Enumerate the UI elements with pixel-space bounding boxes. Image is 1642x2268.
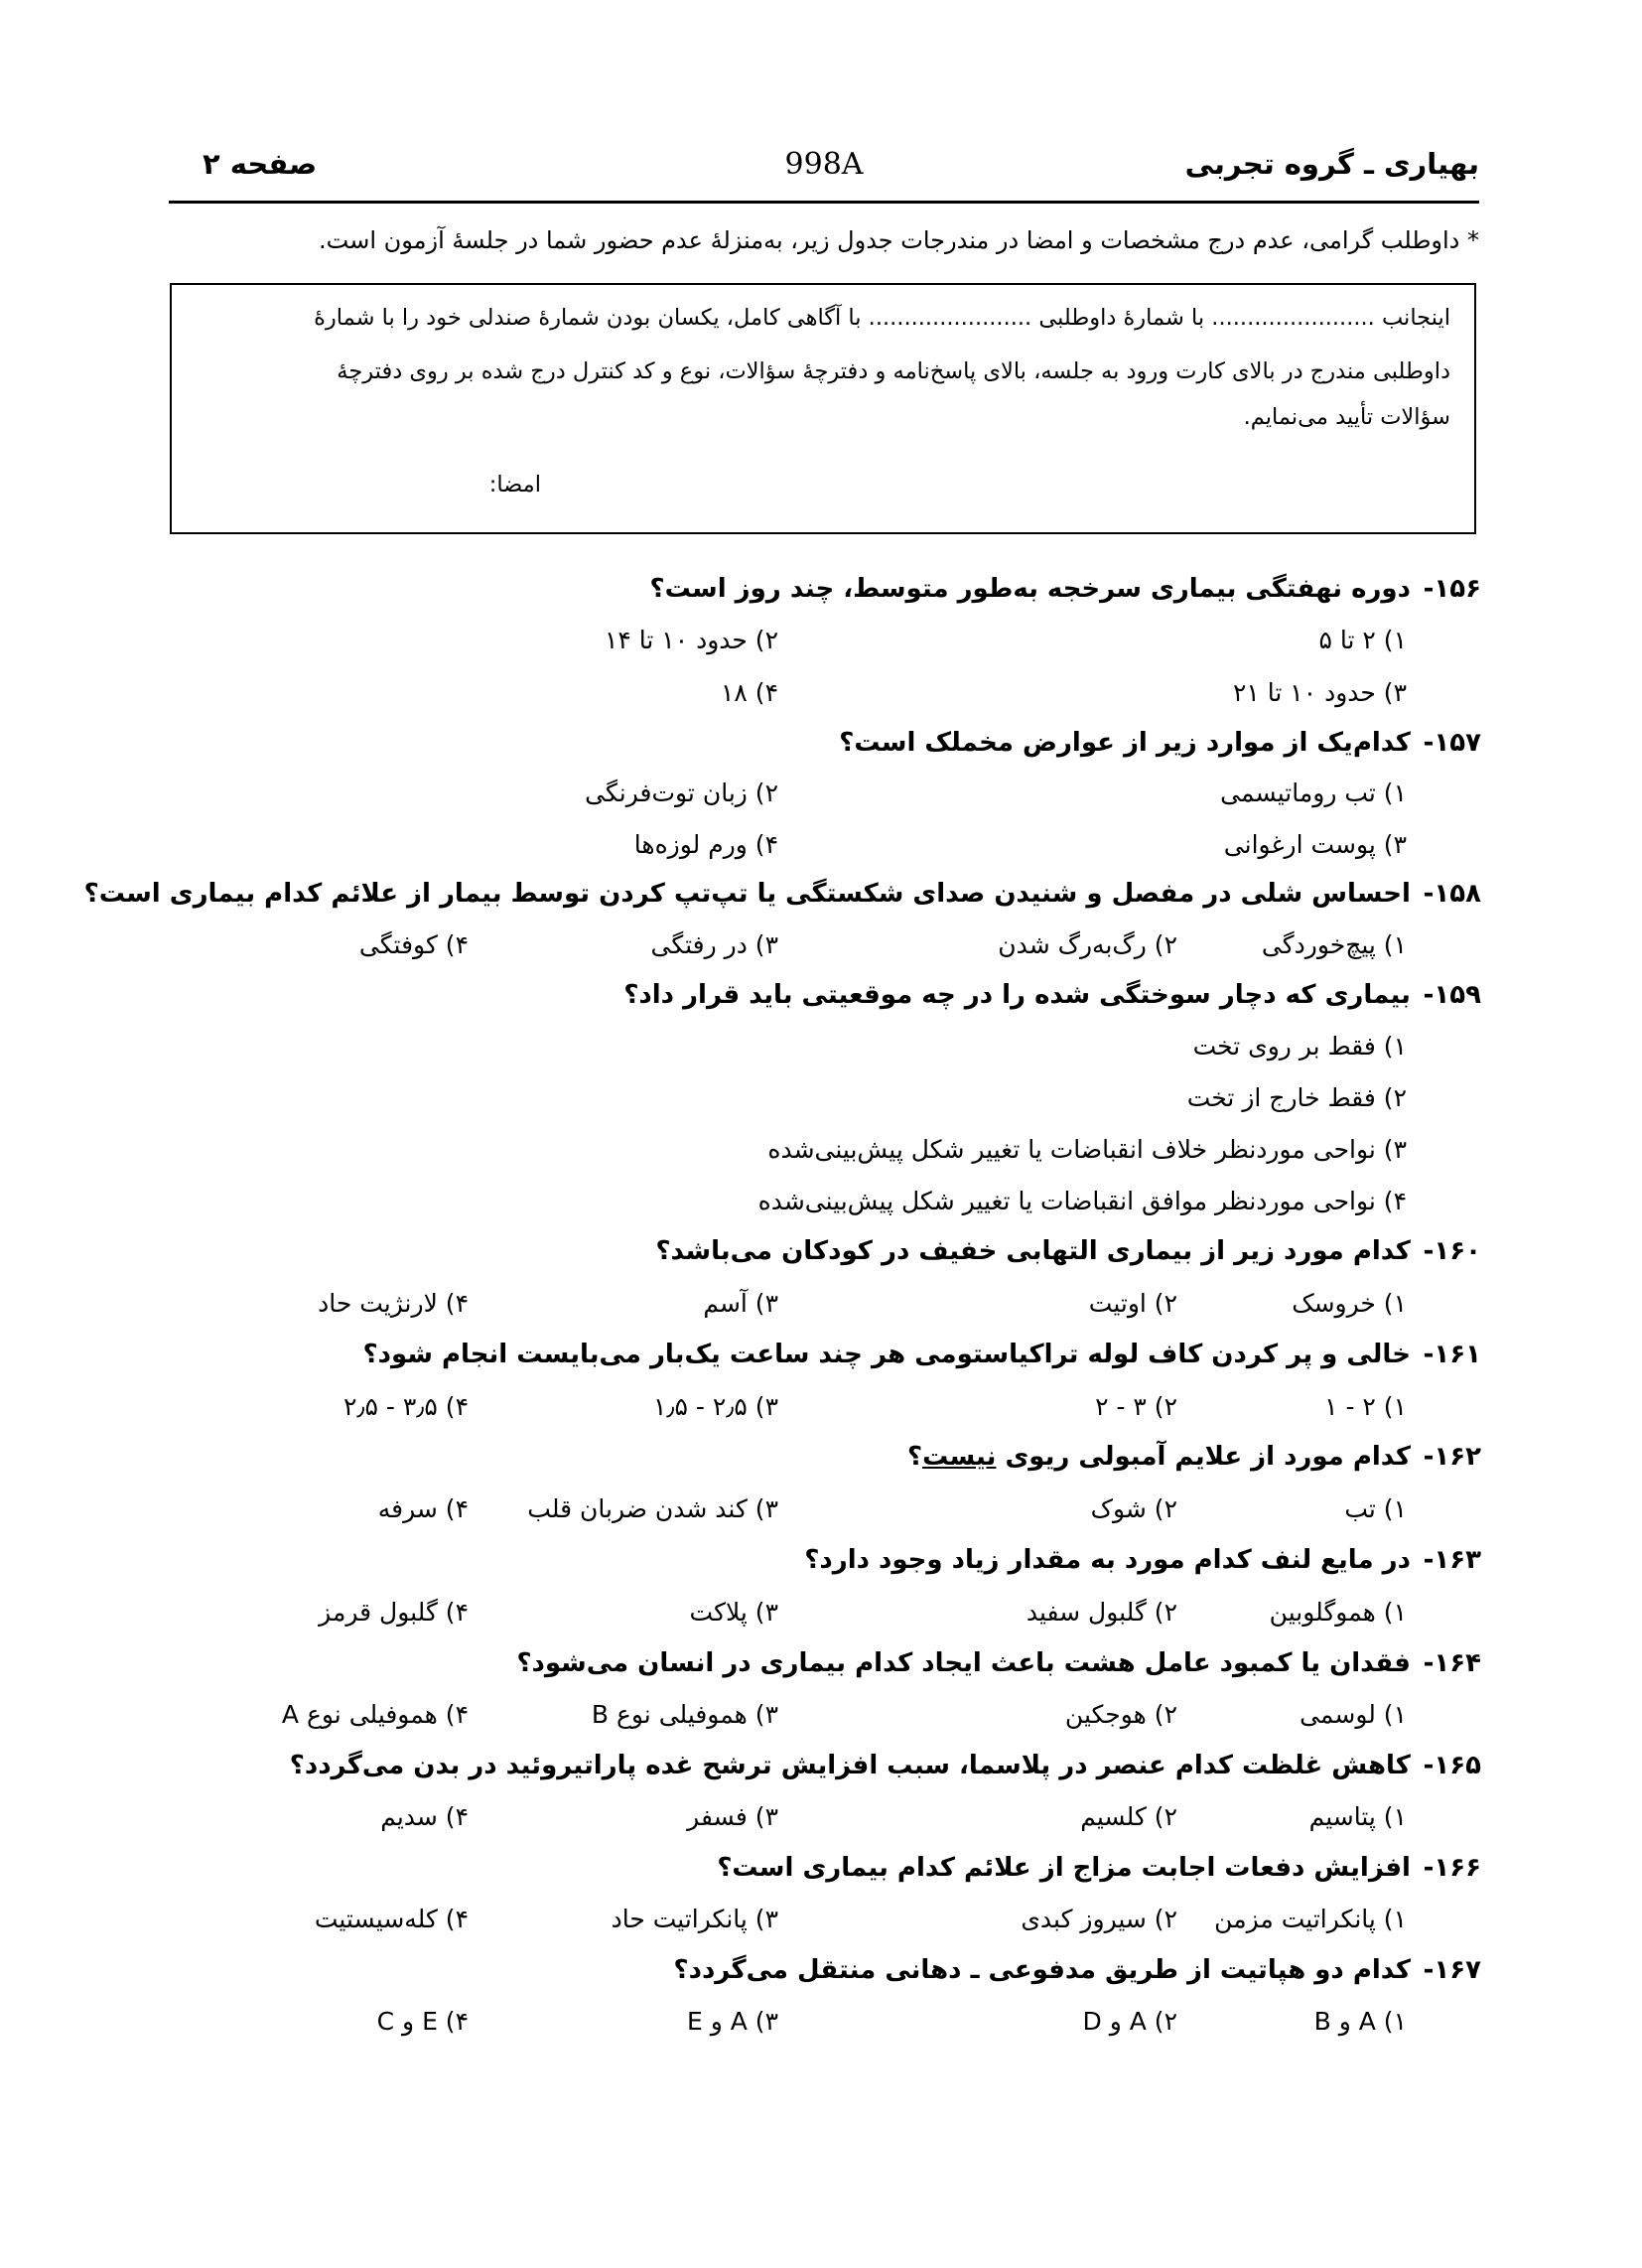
declaration-line-3: سؤالات تأیید می‌نمایم. <box>1243 404 1450 430</box>
option[interactable]: ۴) کله‌سیستیت <box>314 1905 469 1933</box>
option[interactable]: ۲) فقط خارج از تخت <box>1186 1083 1407 1112</box>
option[interactable]: ۲) هوجکین <box>1064 1700 1177 1729</box>
question-number: ۱۵۷- <box>1423 728 1481 758</box>
question-156 <box>650 574 1481 604</box>
candidate-notice: * داوطلب گرامی، عدم درج مشخصات و امضا در مندرجات جدول زیر، به‌منزلهٔ عدم حضور شما در جلسهٔ آزمون است. <box>319 226 1479 254</box>
question-160 <box>655 1236 1481 1266</box>
option[interactable]: ۳) آسم <box>703 1289 778 1318</box>
option[interactable]: ۱) ۲ تا ۵ <box>1318 626 1407 654</box>
option[interactable]: ۱) هموگلوبین <box>1269 1598 1407 1627</box>
question-number: ۱۶۱- <box>1423 1340 1481 1369</box>
option[interactable]: ۲) اوتیت <box>1088 1289 1177 1318</box>
question-text: کدام مورد از علایم آمبولی ریوی <box>996 1442 1411 1472</box>
option[interactable]: ۲) شوک <box>1090 1494 1177 1523</box>
question-158 <box>84 879 1481 909</box>
option[interactable]: ۳) حدود ۱۰ تا ۲۱ <box>1232 678 1407 707</box>
question-167 <box>674 1955 1481 1985</box>
question-157 <box>839 728 1481 758</box>
option[interactable]: ۲) A و D <box>1082 2007 1177 2036</box>
question-text-end: ؟ <box>906 1442 923 1472</box>
option[interactable]: ۱) خروسک <box>1292 1289 1407 1318</box>
booklet-code: 998A <box>784 147 864 182</box>
question-text: کدام‌یک از موارد زیر از عوارض مخملک است؟ <box>839 728 1411 758</box>
question-text: فقدان یا کمبود عامل هشت باعث ایجاد کدام بیماری در انسان می‌شود؟ <box>516 1648 1411 1678</box>
option[interactable]: ۴) کوفتگی <box>358 930 469 959</box>
option[interactable]: ۱) تب روماتیسمی <box>1220 779 1407 807</box>
option[interactable]: ۲) گلبول سفید <box>1026 1598 1177 1627</box>
option[interactable]: ۱) لوسمی <box>1300 1700 1407 1729</box>
question-162 <box>907 1442 1481 1472</box>
option[interactable]: ۴) سدیم <box>380 1802 469 1831</box>
page-header <box>169 147 1479 191</box>
option[interactable]: ۳) A و E <box>686 2007 778 2036</box>
signature-label: امضا: <box>488 472 541 497</box>
question-text-emphasis: نیست <box>922 1442 997 1472</box>
question-number: ۱۶۷- <box>1423 1955 1481 1985</box>
option[interactable]: ۴) گلبول قرمز <box>319 1598 469 1627</box>
question-164 <box>516 1648 1481 1678</box>
question-text: خالی و پر کردن کاف لوله تراکیاستومی هر چند ساعت یک‌بار می‌بایست انجام شود؟ <box>362 1340 1411 1369</box>
exam-title: بهیاری ـ گروه تجربی <box>1184 147 1479 181</box>
question-text: احساس شلی در مفصل و شنیدن صدای شکستگی یا تپ‌تپ کردن توسط بیمار از علائم کدام بیماری است؟ <box>83 879 1411 909</box>
header-divider <box>169 201 1479 204</box>
option[interactable]: ۳) در رفتگی <box>650 930 778 959</box>
question-text: کاهش غلظت کدام عنصر در پلاسما، سبب افزایش ترشح غده پاراتیروئید در بدن می‌گردد؟ <box>289 1751 1411 1780</box>
question-number: ۱۶۴- <box>1423 1648 1481 1678</box>
option[interactable]: ۳) کند شدن ضربان قلب <box>527 1494 778 1523</box>
option[interactable]: ۴) E و C <box>376 2007 469 2036</box>
option[interactable]: ۱) تب <box>1344 1494 1407 1523</box>
question-number: ۱۶۳- <box>1423 1545 1481 1575</box>
option[interactable]: ۳) پوست ارغوانی <box>1223 830 1407 859</box>
question-number: ۱۶۰- <box>1423 1236 1481 1266</box>
question-number: ۱۵۶- <box>1423 574 1481 604</box>
option[interactable]: ۲) زبان توت‌فرنگی <box>585 779 778 807</box>
question-165 <box>290 1751 1481 1780</box>
option[interactable]: ۱) پانکراتیت مزمن <box>1214 1905 1407 1933</box>
question-number: ۱۶۶- <box>1423 1853 1481 1883</box>
question-number: ۱۵۹- <box>1423 980 1481 1010</box>
question-text: دوره نهفتگی بیماری سرخجه به‌طور متوسط، چند روز است؟ <box>649 574 1411 604</box>
option[interactable]: ۴) لارنژیت حاد <box>318 1289 469 1318</box>
question-number: ۱۶۵- <box>1423 1751 1481 1780</box>
option[interactable]: ۲) رگ‌به‌رگ شدن <box>998 930 1177 959</box>
option[interactable]: ۱) پتاسیم <box>1308 1802 1407 1831</box>
option[interactable]: ۴) ۱۸ <box>721 678 778 707</box>
question-number: ۱۵۸- <box>1423 879 1481 909</box>
option[interactable]: ۴) نواحی موردنظر موافق انقباضات یا تغییر شکل پیش‌بینی‌شده <box>757 1187 1407 1215</box>
option[interactable]: ۳) هموفیلی نوع B <box>591 1700 778 1729</box>
option[interactable]: ۱) فقط بر روی تخت <box>1192 1032 1407 1061</box>
option[interactable]: ۴) سرفه <box>377 1494 469 1523</box>
question-text: افزایش دفعات اجابت مزاج از علائم کدام بیماری است؟ <box>717 1853 1411 1883</box>
option[interactable]: ۲) حدود ۱۰ تا ۱۴ <box>604 626 778 654</box>
option[interactable]: ۱) پیچ‌خوردگی <box>1261 930 1407 959</box>
question-text: کدام مورد زیر از بیماری التهابی خفیف در کودکان می‌باشد؟ <box>655 1236 1411 1266</box>
question-text: کدام دو هپاتیت از طریق مدفوعی ـ دهانی منتقل می‌گردد؟ <box>673 1955 1411 1985</box>
question-161 <box>363 1340 1481 1369</box>
option[interactable]: ۴) ورم لوزه‌ها <box>633 830 778 859</box>
question-text: بیماری که دچار سوختگی شده را در چه موقعیتی باید قرار داد؟ <box>623 980 1411 1010</box>
option[interactable]: ۳) نواحی موردنظر خلاف انقباضات یا تغییر شکل پیش‌بینی‌شده <box>767 1135 1407 1164</box>
option[interactable]: ۲) کلسیم <box>1080 1802 1177 1831</box>
option[interactable]: ۳) پانکراتیت حاد <box>611 1905 778 1933</box>
option[interactable]: ۲) سیروز کبدی <box>1021 1905 1177 1933</box>
question-163 <box>804 1545 1481 1575</box>
question-166 <box>717 1853 1481 1883</box>
question-text: در مایع لنف کدام مورد به مقدار زیاد وجود دارد؟ <box>804 1545 1411 1575</box>
option[interactable]: ۱) A و B <box>1313 2007 1407 2036</box>
option[interactable]: ۴) ۳٫۵ - ۲٫۵ <box>342 1392 469 1421</box>
option[interactable]: ۳) پلاکت <box>689 1598 778 1627</box>
option[interactable]: ۴) هموفیلی نوع A <box>281 1700 469 1729</box>
question-159 <box>623 980 1481 1010</box>
declaration-line-2: داوطلبی مندرج در بالای کارت ورود به جلسه، بالای پاسخ‌نامه و دفترچهٔ سؤالات، نوع و کد کنترل درج شده بر روی دفترچهٔ <box>337 358 1450 384</box>
option[interactable]: ۱) ۲ - ۱ <box>1324 1392 1407 1421</box>
option[interactable]: ۳) ۲٫۵ - ۱٫۵ <box>652 1392 778 1421</box>
page-number: صفحه ۲ <box>203 147 318 181</box>
question-number: ۱۶۲- <box>1423 1442 1481 1472</box>
declaration-box <box>170 283 1476 534</box>
option[interactable]: ۳) فسفر <box>687 1802 778 1831</box>
option[interactable]: ۲) ۳ - ۲ <box>1095 1392 1177 1421</box>
declaration-line-1: اینجانب ....................... با شمارهٔ داوطلبی ....................... با آگاهی کامل، یکسان بودن شمارهٔ صندلی خود را با شمارهٔ <box>314 305 1450 331</box>
